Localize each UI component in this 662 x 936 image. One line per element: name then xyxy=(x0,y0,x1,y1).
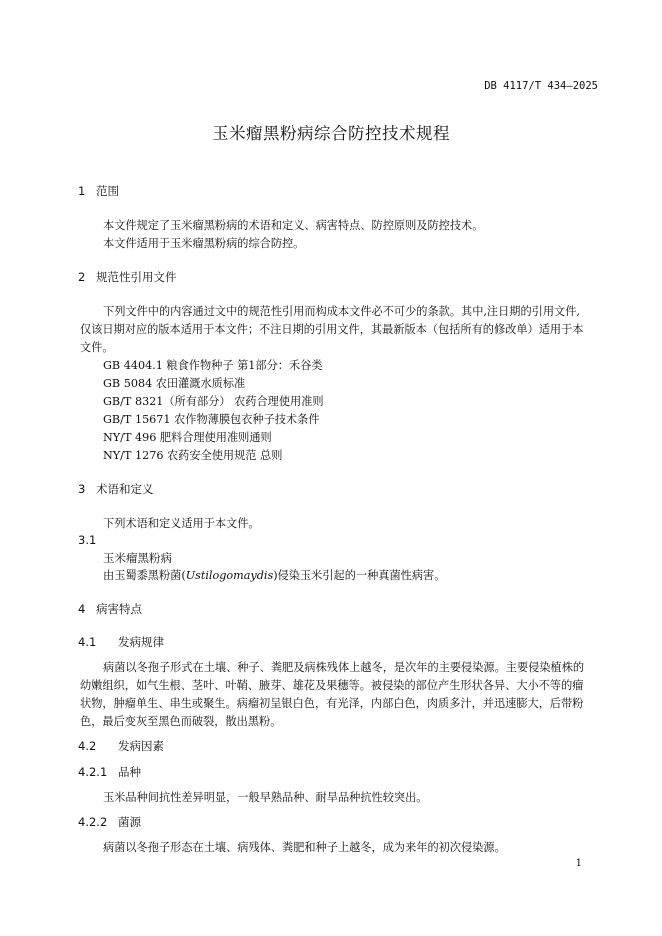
definition-text: )侵染玉米引起的一种真菌性病害。 xyxy=(273,569,446,582)
section-1-heading xyxy=(78,183,119,199)
subsection-number: 4.2.1 xyxy=(78,765,108,779)
paragraph-line: 状物，肿瘤单生、串生或聚生。病瘤初呈银白色，有光泽，内部白色，肉质多汁，并迅速膨大，后带粉 xyxy=(80,697,584,710)
latin-name: Ustilogomaydis xyxy=(185,569,274,582)
paragraph-line: 色，最后变灰至黑色而破裂，散出黑粉。 xyxy=(80,715,282,728)
paragraph-line: 病菌以冬孢子形式在土壤、种子、粪肥及病株残体上越冬，是次年的主要侵染源。主要侵染植株的 xyxy=(103,661,585,674)
term-name: 玉米瘤黑粉病 xyxy=(103,551,172,565)
subsection-4-2-1-heading xyxy=(78,764,141,780)
section-title: 病害特点 xyxy=(96,602,142,616)
paragraph-line: 文件。 xyxy=(80,341,114,354)
reference-item: GB 5084 农田灌溉水质标准 xyxy=(103,377,246,390)
reference-item: GB/T 8321（所有部分） 农药合理使用准则 xyxy=(103,395,324,408)
term-definition xyxy=(103,567,445,583)
subsection-title: 菌源 xyxy=(118,815,141,829)
standard-number: DB 4117/T 434—2025 xyxy=(484,80,598,92)
subsection-title: 品种 xyxy=(118,765,141,779)
subsection-title: 发病因素 xyxy=(118,739,164,753)
term-number: 3.1 xyxy=(78,533,97,547)
section-title: 范围 xyxy=(96,184,119,198)
subsection-4-1-heading xyxy=(78,634,164,650)
paragraph: 玉米品种间抗性差异明显，一般早熟品种、耐旱品种抗性较突出。 xyxy=(103,791,428,804)
section-title: 术语和定义 xyxy=(96,482,154,496)
subsection-number: 4.1 xyxy=(78,635,97,649)
paragraph: 本文件规定了玉米瘤黑粉病的术语和定义、病害特点、防控原则及防控技术。 xyxy=(103,219,484,232)
paragraph-line: 仅该日期对应的版本适用于本文件；不注日期的引用文件，其最新版本（包括所有的修改单）适用于本 xyxy=(80,323,584,336)
page-number: 1 xyxy=(575,858,582,869)
section-number: 2 xyxy=(78,270,86,284)
section-number: 3 xyxy=(78,482,86,496)
subsection-4-2-2-heading xyxy=(78,814,141,830)
subsection-4-2-heading xyxy=(78,738,164,754)
document-title: 玉米瘤黑粉病综合防控技术规程 xyxy=(212,124,450,143)
paragraph-line: 下列文件中的内容通过文中的规范性引用而构成本文件必不可少的条款。其中,注日期的引用文件, xyxy=(103,305,580,318)
paragraph-line: 幼嫩组织，如气生根、茎叶、叶鞘、腋芽、雄花及果穗等。被侵染的部位产生形状各异、大小不等的瘤 xyxy=(80,679,584,692)
section-3-heading xyxy=(78,481,154,497)
reference-item: GB/T 15671 农作物薄膜包衣种子技术条件 xyxy=(103,413,320,426)
section-title: 规范性引用文件 xyxy=(96,270,177,284)
subsection-title: 发病规律 xyxy=(118,635,164,649)
paragraph: 病菌以冬孢子形态在土壤、病残体、粪肥和种子上越冬，成为来年的初次侵染源。 xyxy=(103,841,506,854)
section-number: 1 xyxy=(78,184,86,198)
subsection-number: 4.2 xyxy=(78,739,97,753)
definition-text: 由玉蜀黍黑粉菌( xyxy=(103,569,186,582)
reference-item: NY/T 1276 农药安全使用规范 总则 xyxy=(103,449,283,462)
section-4-heading xyxy=(78,601,142,617)
section-number: 4 xyxy=(78,602,86,616)
subsection-number: 4.2.2 xyxy=(78,815,108,829)
paragraph: 本文件适用于玉米瘤黑粉病的综合防控。 xyxy=(103,237,305,250)
reference-item: NY/T 496 肥料合理使用准则通则 xyxy=(103,431,272,444)
paragraph: 下列术语和定义适用于本文件。 xyxy=(103,517,260,530)
reference-item: GB 4404.1 粮食作物种子 第1部分：禾谷类 xyxy=(103,359,323,372)
section-2-heading xyxy=(78,269,177,285)
